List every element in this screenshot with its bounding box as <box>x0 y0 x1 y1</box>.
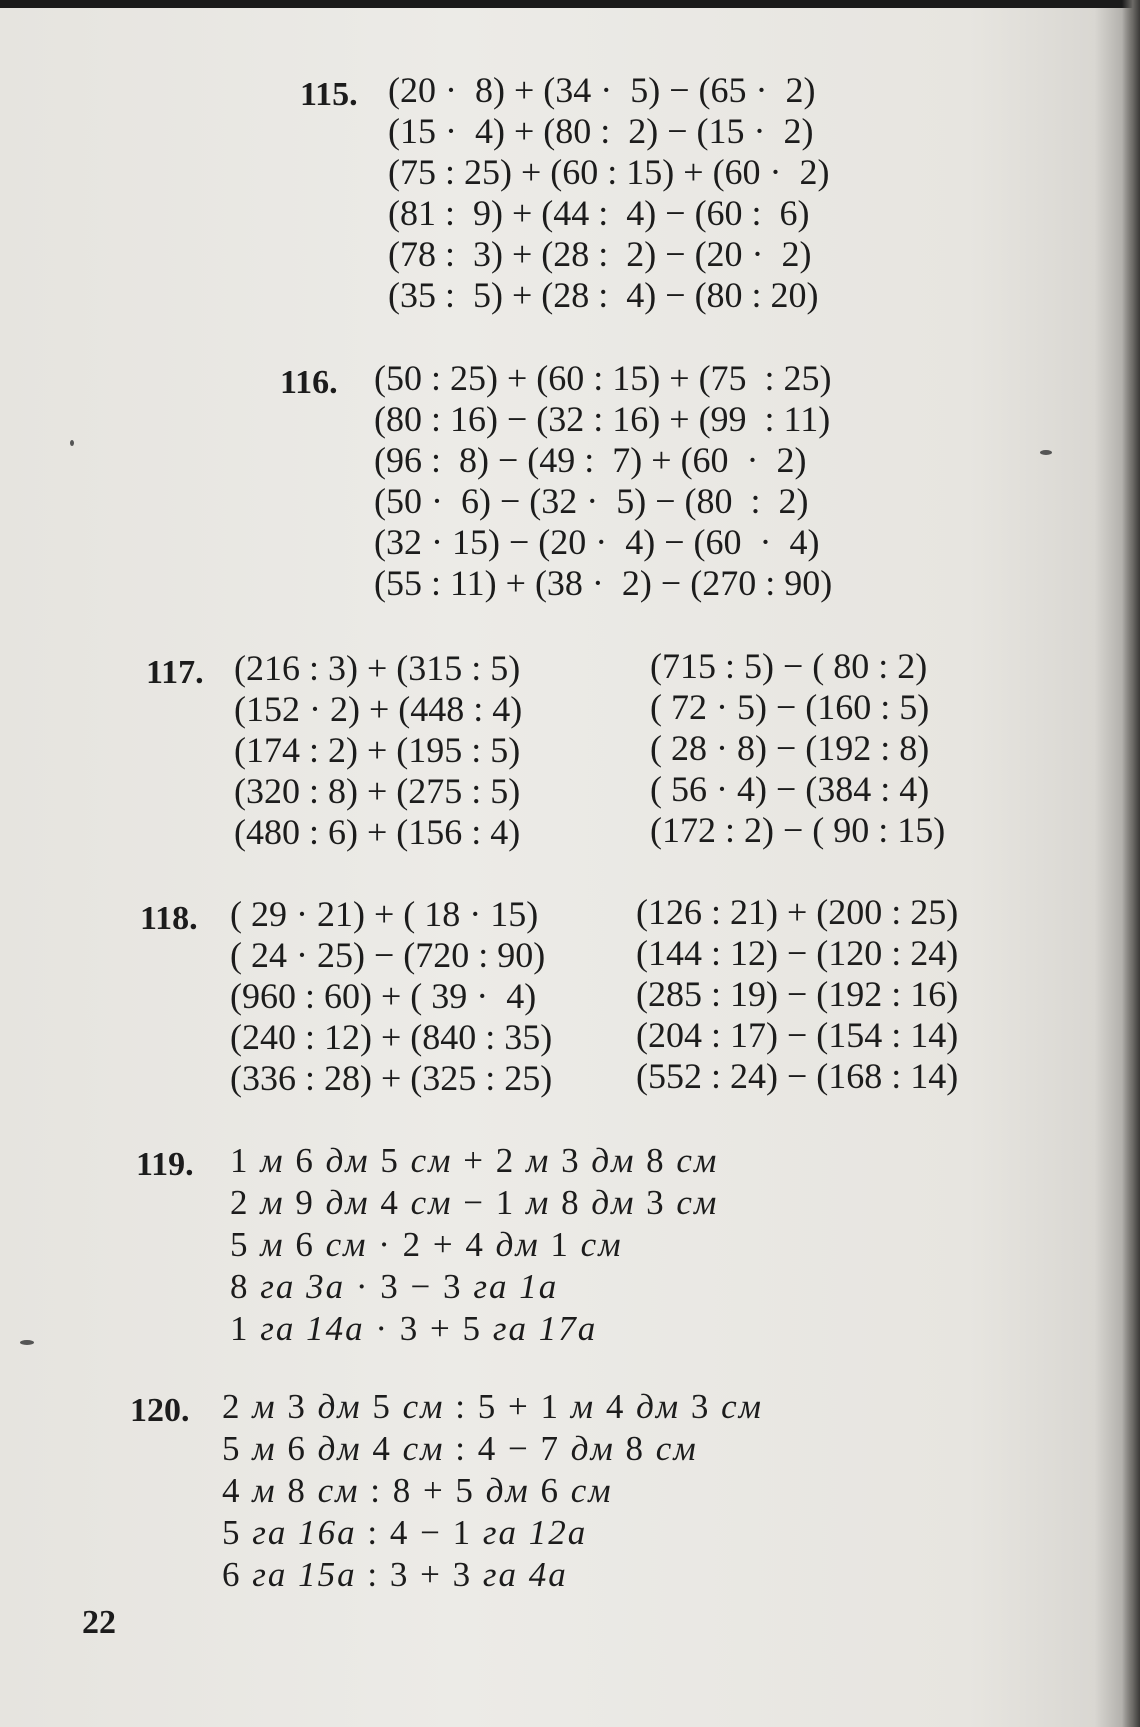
expression-line: ( 72 · 5) − (160 : 5) <box>650 687 930 727</box>
expression-line: (480 : 6) + (156 : 4) <box>234 812 521 852</box>
expression-line: (144 : 12) − (120 : 24) <box>636 933 959 973</box>
expression-line: (32 · 15) − (20 · 4) − (60 · 4) <box>374 522 820 562</box>
expression-line: (715 : 5) − ( 80 : 2) <box>650 646 928 686</box>
problem-column <box>374 358 832 604</box>
expression-line: (15 · 4) + (80 : 2) − (15 · 2) <box>388 111 814 151</box>
problem-column <box>388 70 830 316</box>
expression-line: (240 : 12) + (840 : 35) <box>230 1017 553 1057</box>
expression-line: 1 м 6 дм 5 см + 2 м 3 дм 8 см <box>230 1141 719 1180</box>
expression-line: (35 : 5) + (28 : 4) − (80 : 20) <box>388 275 819 315</box>
expression-line: (320 : 8) + (275 : 5) <box>234 771 521 811</box>
print-speck <box>70 440 74 446</box>
problem-column <box>222 1386 763 1596</box>
expression-line: (552 : 24) − (168 : 14) <box>636 1056 959 1096</box>
problem-column-left <box>234 648 522 853</box>
expression-line: (152 · 2) + (448 : 4) <box>234 689 523 729</box>
expression-line: (80 : 16) − (32 : 16) + (99 : 11) <box>374 399 831 439</box>
problem-number: 120. <box>130 1392 190 1429</box>
expression-line: (285 : 19) − (192 : 16) <box>636 974 959 1014</box>
expression-line: 1 га 14а · 3 + 5 га 17а <box>230 1309 598 1348</box>
expression-line: 2 м 3 дм 5 см : 5 + 1 м 4 дм 3 см <box>222 1387 763 1426</box>
expression-line: (78 : 3) + (28 : 2) − (20 · 2) <box>388 234 812 274</box>
expression-line: (204 : 17) − (154 : 14) <box>636 1015 959 1055</box>
expression-line: (50 · 6) − (32 · 5) − (80 : 2) <box>374 481 809 521</box>
expression-line: (216 : 3) + (315 : 5) <box>234 648 521 688</box>
expression-line: ( 56 · 4) − (384 : 4) <box>650 769 930 809</box>
problem-number: 118. <box>140 900 198 937</box>
expression-line: (174 : 2) + (195 : 5) <box>234 730 521 770</box>
expression-line: 5 м 6 дм 4 см : 4 − 7 дм 8 см <box>222 1429 698 1468</box>
expression-line: 6 га 15а : 3 + 3 га 4а <box>222 1555 568 1594</box>
expression-line: (81 : 9) + (44 : 4) − (60 : 6) <box>388 193 810 233</box>
expression-line: 5 га 16а : 4 − 1 га 12а <box>222 1513 588 1552</box>
expression-line: (20 · 8) + (34 · 5) − (65 · 2) <box>388 70 816 110</box>
page-top-edge <box>0 0 1140 8</box>
expression-line: (960 : 60) + ( 39 · 4) <box>230 976 537 1016</box>
expression-line: 2 м 9 дм 4 см − 1 м 8 дм 3 см <box>230 1183 719 1222</box>
expression-line: ( 29 · 21) + ( 18 · 15) <box>230 894 539 934</box>
problem-number: 116. <box>280 364 338 401</box>
expression-line: (55 : 11) + (38 · 2) − (270 : 90) <box>374 563 833 603</box>
print-speck <box>20 1340 34 1345</box>
print-speck <box>1040 450 1052 455</box>
problem-column-left <box>230 894 552 1099</box>
problem-number: 115. <box>300 76 358 113</box>
expression-line: 8 га 3а · 3 − 3 га 1а <box>230 1267 559 1306</box>
problem-number: 119. <box>136 1146 194 1183</box>
problem-column-right <box>650 646 945 851</box>
expression-line: 4 м 8 см : 8 + 5 дм 6 см <box>222 1471 613 1510</box>
page-number: 22 <box>82 1604 116 1641</box>
page-binding-shadow <box>1122 0 1140 1727</box>
expression-line: (96 : 8) − (49 : 7) + (60 · 2) <box>374 440 807 480</box>
expression-line: (50 : 25) + (60 : 15) + (75 : 25) <box>374 358 832 398</box>
expression-line: 5 м 6 см · 2 + 4 дм 1 см <box>230 1225 623 1264</box>
expression-line: (75 : 25) + (60 : 15) + (60 · 2) <box>388 152 830 192</box>
expression-line: ( 24 · 25) − (720 : 90) <box>230 935 546 975</box>
expression-line: ( 28 · 8) − (192 : 8) <box>650 728 930 768</box>
problem-column-right <box>636 892 958 1097</box>
expression-line: (172 : 2) − ( 90 : 15) <box>650 810 946 850</box>
expression-line: (126 : 21) + (200 : 25) <box>636 892 959 932</box>
expression-line: (336 : 28) + (325 : 25) <box>230 1058 553 1098</box>
problem-number: 117. <box>146 654 204 691</box>
problem-column <box>230 1140 718 1350</box>
